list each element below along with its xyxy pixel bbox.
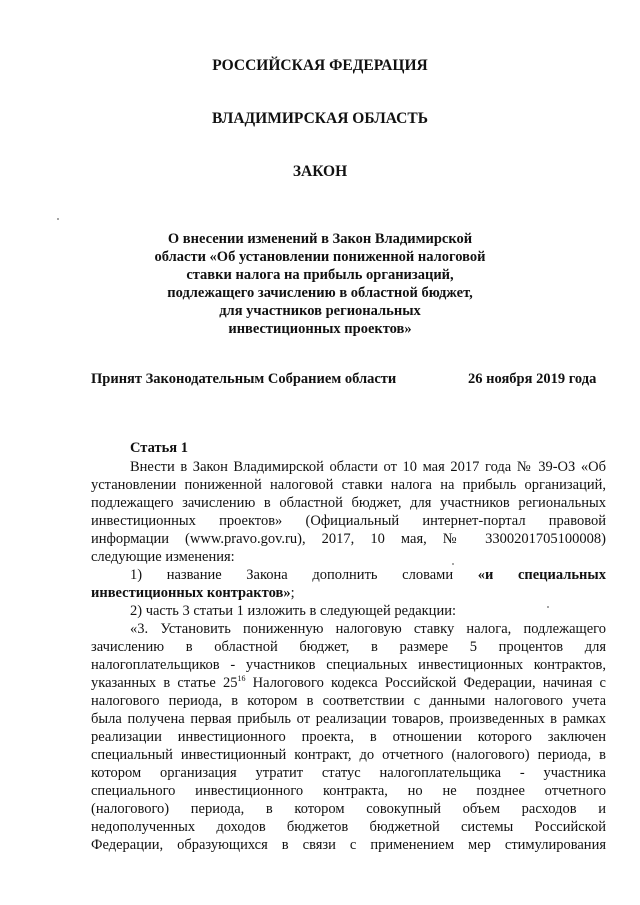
item-1-bold-a: «и специальных bbox=[477, 567, 606, 583]
quote-line: налогового периода, в котором в соответствии с данными налогового учета bbox=[91, 693, 606, 709]
article-heading: Статья 1 bbox=[130, 440, 188, 456]
law-title-line: для участников региональных bbox=[219, 303, 421, 319]
law-title-line: инвестиционных проектов» bbox=[228, 321, 412, 337]
item-1-line bbox=[130, 566, 606, 584]
article-superscript: 16 bbox=[237, 674, 246, 684]
item-1-suffix: ; bbox=[290, 585, 295, 601]
quote-line: «3. Установить пониженную налоговую ставку налога, подлежащего bbox=[130, 621, 606, 637]
body-line: Внести в Закон Владимирской области от 10 мая 2017 года № 39-ОЗ «Об bbox=[130, 459, 606, 475]
adoption-date: 26 ноября 2019 года bbox=[468, 371, 597, 387]
quote-line: недополученных доходов бюджетов бюджетной системы Российской bbox=[91, 819, 606, 835]
country-heading: РОССИЙСКАЯ ФЕДЕРАЦИЯ bbox=[212, 57, 428, 74]
quote-line: Федерации, образующихся в связи с применением мер стимулирования bbox=[91, 837, 606, 853]
quote-line: реализации инвестиционного проекта, в отношении которого заключен bbox=[91, 729, 606, 745]
law-title-line: О внесении изменений в Закон Владимирской bbox=[167, 231, 473, 247]
body-line: установлении пониженной налоговой ставки налога на прибыль организаций, bbox=[91, 477, 606, 493]
adoption-text: Принят Законодательным Собранием области bbox=[91, 371, 397, 387]
item-2-line: 2) часть 3 статьи 1 изложить в следующей редакции: bbox=[130, 603, 456, 619]
law-title-line: ставки налога на прибыль организаций, bbox=[186, 267, 454, 283]
quote-line: налогоплательщиков - участников специальных инвестиционных контрактов, bbox=[91, 657, 606, 673]
body-line: следующие изменения: bbox=[91, 549, 235, 565]
body-line: инвестиционных проектов» (Официальный интернет-портал правовой bbox=[91, 513, 606, 529]
law-title-line: области «Об установлении пониженной налоговой bbox=[154, 249, 486, 265]
quote-line: была получена первая прибыль от реализации товаров, произведенных в рамках bbox=[91, 711, 606, 727]
scan-speck bbox=[547, 606, 549, 608]
law-title bbox=[120, 230, 520, 338]
doc-type-heading: ЗАКОН bbox=[292, 163, 348, 180]
quote-line: (налогового) периода, в котором совокупный объем расходов и bbox=[91, 801, 606, 817]
item-1-bold-b: инвестиционных контрактов» bbox=[91, 585, 291, 601]
scan-speck bbox=[57, 218, 59, 220]
quote-line: специального инвестиционного контракта, но не позднее отчетного bbox=[91, 783, 606, 799]
item-1-continuation bbox=[91, 584, 606, 602]
region-heading: ВЛАДИМИРСКАЯ ОБЛАСТЬ bbox=[212, 110, 428, 127]
quote-line: специальный инвестиционный контракт, до отчетного (налогового) периода, в bbox=[91, 747, 606, 763]
quote-l4-b: Налогового кодекса Российской Федерации, начиная с bbox=[245, 675, 606, 691]
quote-line: котором организация утратит статус налогоплательщика - участника bbox=[91, 765, 606, 781]
item-1-prefix: 1) название Закона дополнить словами bbox=[130, 567, 454, 583]
law-title-line: подлежащего зачислению в областной бюджет, bbox=[167, 285, 473, 301]
body-line: информации (www.pravo.gov.ru), 2017, 10 мая, № 3300201705100008) bbox=[91, 531, 606, 547]
scan-speck bbox=[452, 563, 454, 565]
quote-line-with-superscript bbox=[91, 674, 606, 692]
body-line: подлежащего зачислению в областной бюджет, для участников региональных bbox=[91, 495, 606, 511]
quote-line: зачислению в областной бюджет, в размере 5 процентов для bbox=[91, 639, 606, 655]
quote-l4-a: указанных в статье 25 bbox=[91, 675, 238, 691]
